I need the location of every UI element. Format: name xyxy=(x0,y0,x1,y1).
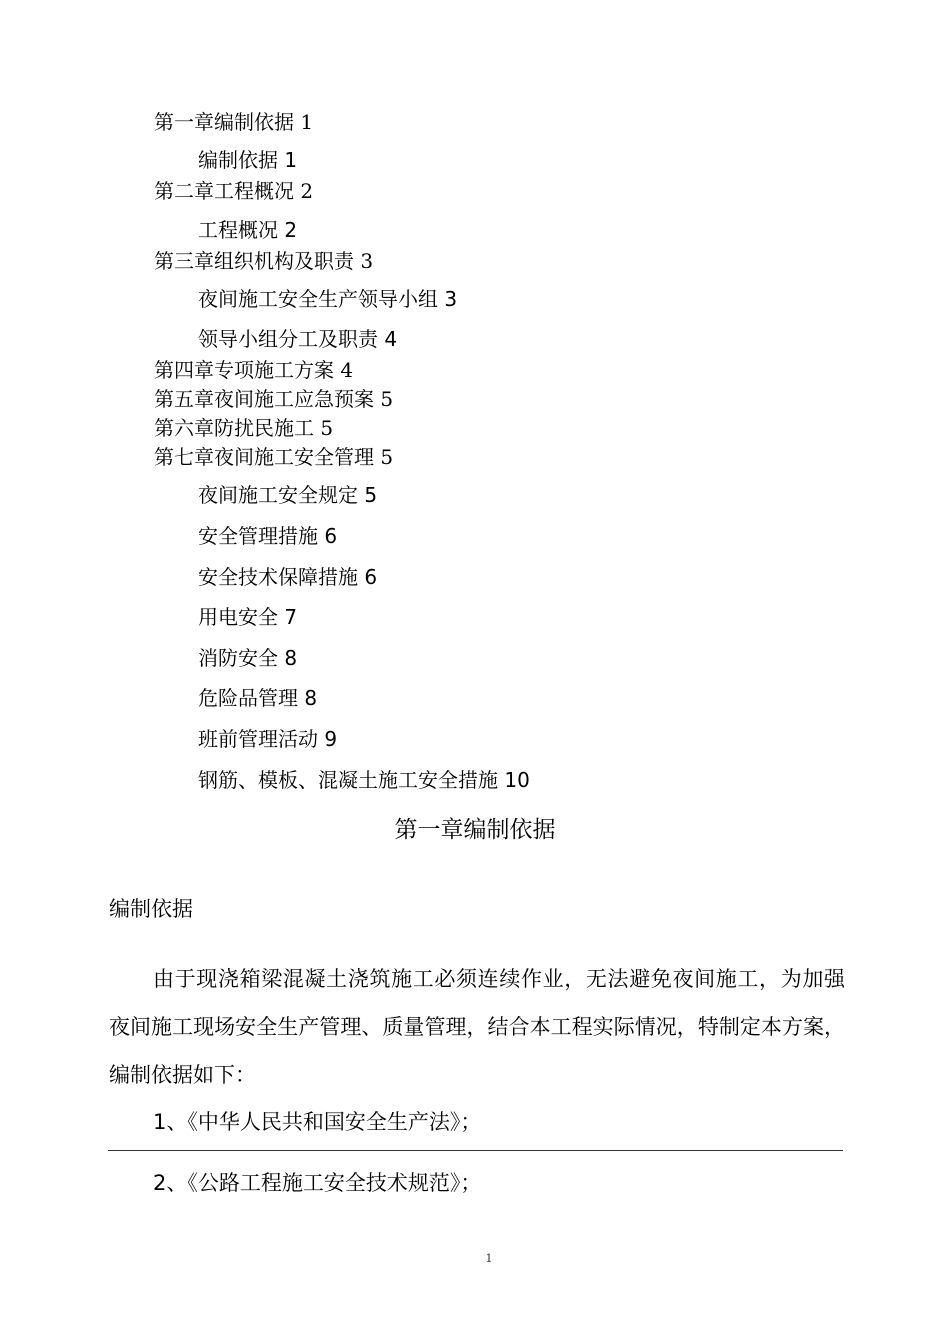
section-heading: 编制依据 xyxy=(109,897,193,921)
toc-entry[interactable]: 班前管理活动 9 xyxy=(198,727,338,751)
toc-entry[interactable]: 领导小组分工及职责 4 xyxy=(198,327,398,351)
page-number: 1 xyxy=(485,1252,493,1265)
list-item: 1、《中华人民共和国安全生产法》； xyxy=(153,1110,482,1134)
toc-entry[interactable]: 工程概况 2 xyxy=(198,218,298,242)
toc-entry[interactable]: 夜间施工安全规定 5 xyxy=(198,483,378,507)
toc-entry[interactable]: 第三章组织机构及职责 3 xyxy=(154,249,374,273)
toc-entry[interactable]: 第六章防扰民施工 5 xyxy=(154,416,334,440)
toc-entry[interactable]: 安全管理措施 6 xyxy=(198,524,338,548)
body-paragraph: 由于现浇箱梁混凝土浇筑施工必须连续作业，无法避免夜间施工，为加强夜间施工现场安全生产管理、质量管理，结合本工程实际情况，特制定本方案，编制依据如下： xyxy=(109,967,845,1087)
chapter-heading: 第一章编制依据 xyxy=(394,817,556,843)
toc-entry[interactable]: 用电安全 7 xyxy=(198,605,298,629)
toc-entry[interactable]: 第七章夜间施工安全管理 5 xyxy=(154,445,394,469)
toc-entry[interactable]: 钢筋、模板、混凝土施工安全措施 10 xyxy=(198,768,530,792)
toc-entry[interactable]: 第一章编制依据 1 xyxy=(154,110,314,134)
divider-line xyxy=(108,1150,843,1151)
toc-entry[interactable]: 第二章工程概况 2 xyxy=(154,179,314,203)
list-item: 2、《公路工程施工安全技术规范》； xyxy=(153,1171,482,1195)
toc-entry[interactable]: 第五章夜间施工应急预案 5 xyxy=(154,387,394,411)
toc-entry[interactable]: 安全技术保障措施 6 xyxy=(198,565,378,589)
toc-entry[interactable]: 编制依据 1 xyxy=(198,148,298,172)
toc-entry[interactable]: 夜间施工安全生产领导小组 3 xyxy=(198,287,458,311)
toc-entry[interactable]: 消防安全 8 xyxy=(198,646,298,670)
toc-entry[interactable]: 危险品管理 8 xyxy=(198,686,318,710)
toc-entry[interactable]: 第四章专项施工方案 4 xyxy=(154,358,354,382)
